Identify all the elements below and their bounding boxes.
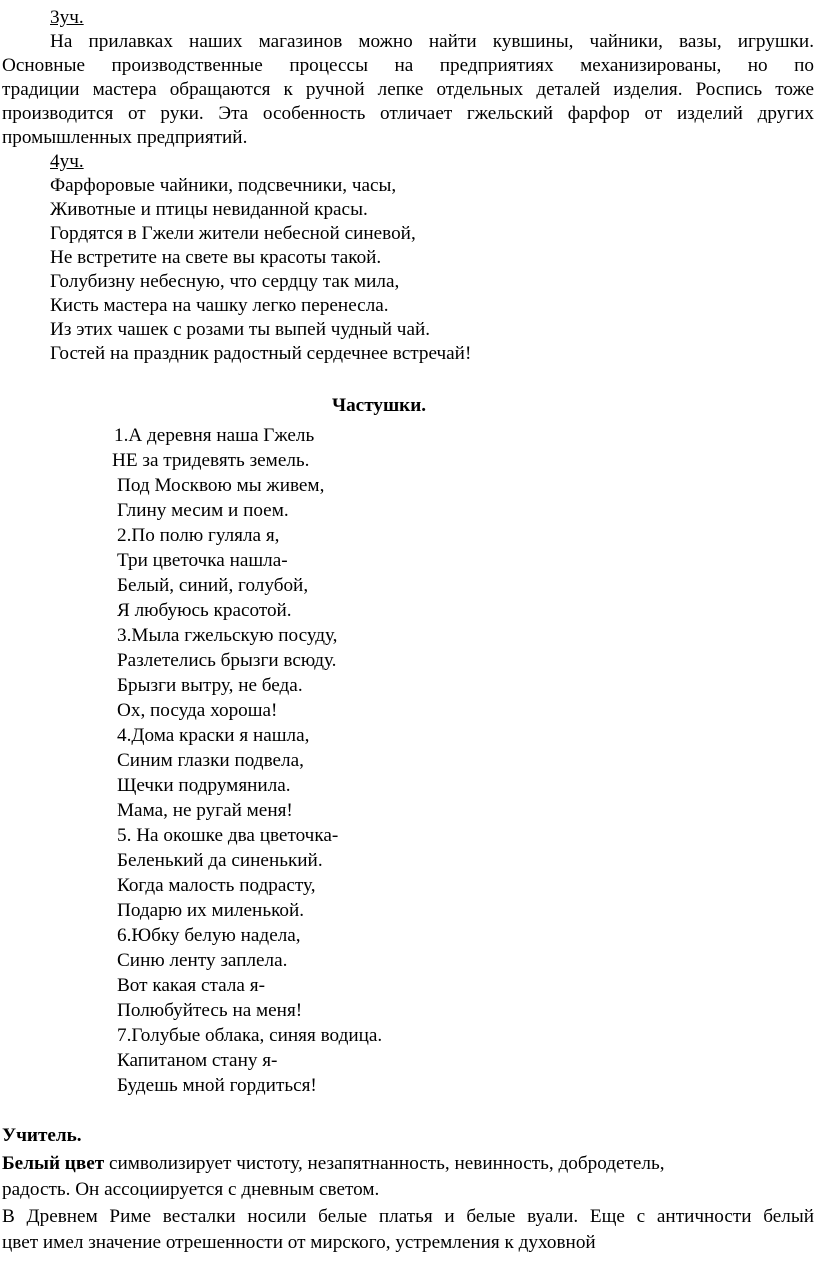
chastushka-line: Я любуюсь красотой. — [117, 600, 292, 621]
chastushka-line: 3.Мыла гжельскую посуду, — [117, 625, 338, 646]
rome-line-2: цвет имел значение отрешенности от мирского, устремления к духовной — [2, 1232, 596, 1253]
section-3-paragraph-line-3: традиции мастера обращаются к ручной лепке отдельных деталей изделия. Роспись тоже — [2, 79, 814, 100]
poem-line: Голубизну небесную, что сердцу так мила, — [50, 271, 400, 292]
poem-line: Фарфоровые чайники, подсвечники, часы, — [50, 175, 397, 196]
teacher-label: Учитель. — [2, 1125, 82, 1146]
chastushka-line: Синю ленту заплела. — [117, 950, 288, 971]
poem-line: Не встретите на свете вы красоты такой. — [50, 247, 382, 268]
white-color-description: символизирует чистоту, незапятнанность, невинность, добродетель, — [104, 1153, 665, 1174]
chastushka-line: Беленький да синенький. — [117, 850, 323, 871]
white-color-line-1 — [2, 1152, 665, 1176]
chastushka-line: Белый, синий, голубой, — [117, 575, 309, 596]
poem-line: Гордятся в Гжели жители небесной синевой, — [50, 223, 416, 244]
chastushka-line: Брызги вытру, не беда. — [117, 675, 303, 696]
chastushka-line: 5. На окошке два цветочка- — [117, 825, 339, 846]
chastushka-line: Подарю их миленькой. — [117, 900, 305, 921]
chastushka-line: Ох, посуда хороша! — [117, 700, 278, 721]
chastushki-title: Частушки. — [332, 395, 427, 416]
poem-line: Животные и птицы невиданной красы. — [50, 199, 368, 220]
chastushka-line: 6.Юбку белую надела, — [117, 925, 301, 946]
chastushka-line: Когда малость подрасту, — [117, 875, 316, 896]
chastushka-line: Три цветочка нашла- — [117, 550, 288, 571]
section-3-paragraph-line-1: На прилавках наших магазинов можно найти кувшины, чайники, вазы, игрушки. — [50, 31, 814, 52]
chastushka-line: Разлетелись брызги всюду. — [117, 650, 337, 671]
chastushka-line: 2.По полю гуляла я, — [117, 525, 280, 546]
section-3-paragraph-line-5: промышленных предприятий. — [2, 127, 248, 148]
chastushka-line: Вот какая стала я- — [117, 975, 265, 996]
chastushka-line: 1.А деревня наша Гжель — [114, 425, 315, 446]
chastushka-line: Будешь мной гордиться! — [117, 1075, 317, 1096]
chastushka-line: Глину месим и поем. — [117, 500, 289, 521]
chastushka-line: Синим глазки подвела, — [117, 750, 304, 771]
chastushka-line: НЕ за тридевять земель. — [112, 450, 310, 471]
section-3-paragraph-line-4: производится от руки. Эта особенность отличает гжельский фарфор от изделий других — [2, 103, 814, 124]
section-3-heading: 3уч. — [50, 7, 84, 28]
rome-line-1: В Древнем Риме весталки носили белые платья и белые вуали. Еще с античности белый — [2, 1206, 814, 1227]
chastushka-line: Щечки подрумянила. — [117, 775, 291, 796]
poem-line: Из этих чашек с розами ты выпей чудный чай. — [50, 319, 431, 340]
chastushka-line: 7.Голубые облака, синяя водица. — [117, 1025, 383, 1046]
chastushka-line: Капитаном стану я- — [117, 1050, 278, 1071]
chastushka-line: Под Москвою мы живем, — [117, 475, 325, 496]
white-color-line-2: радость. Он ассоциируется с дневным светом. — [2, 1179, 380, 1200]
section-4-heading: 4уч. — [50, 151, 84, 172]
chastushka-line: Полюбуйтесь на меня! — [117, 1000, 303, 1021]
poem-line: Гостей на праздник радостный сердечнее встречай! — [50, 343, 472, 364]
chastushka-line: Мама, не ругай меня! — [117, 800, 293, 821]
poem-line: Кисть мастера на чашку легко перенесла. — [50, 295, 389, 316]
white-color-term: Белый цвет — [2, 1153, 105, 1174]
section-3-paragraph-line-2: Основные производственные процессы на предприятиях механизированы, но по — [2, 55, 814, 76]
chastushka-line: 4.Дома краски я нашла, — [117, 725, 310, 746]
